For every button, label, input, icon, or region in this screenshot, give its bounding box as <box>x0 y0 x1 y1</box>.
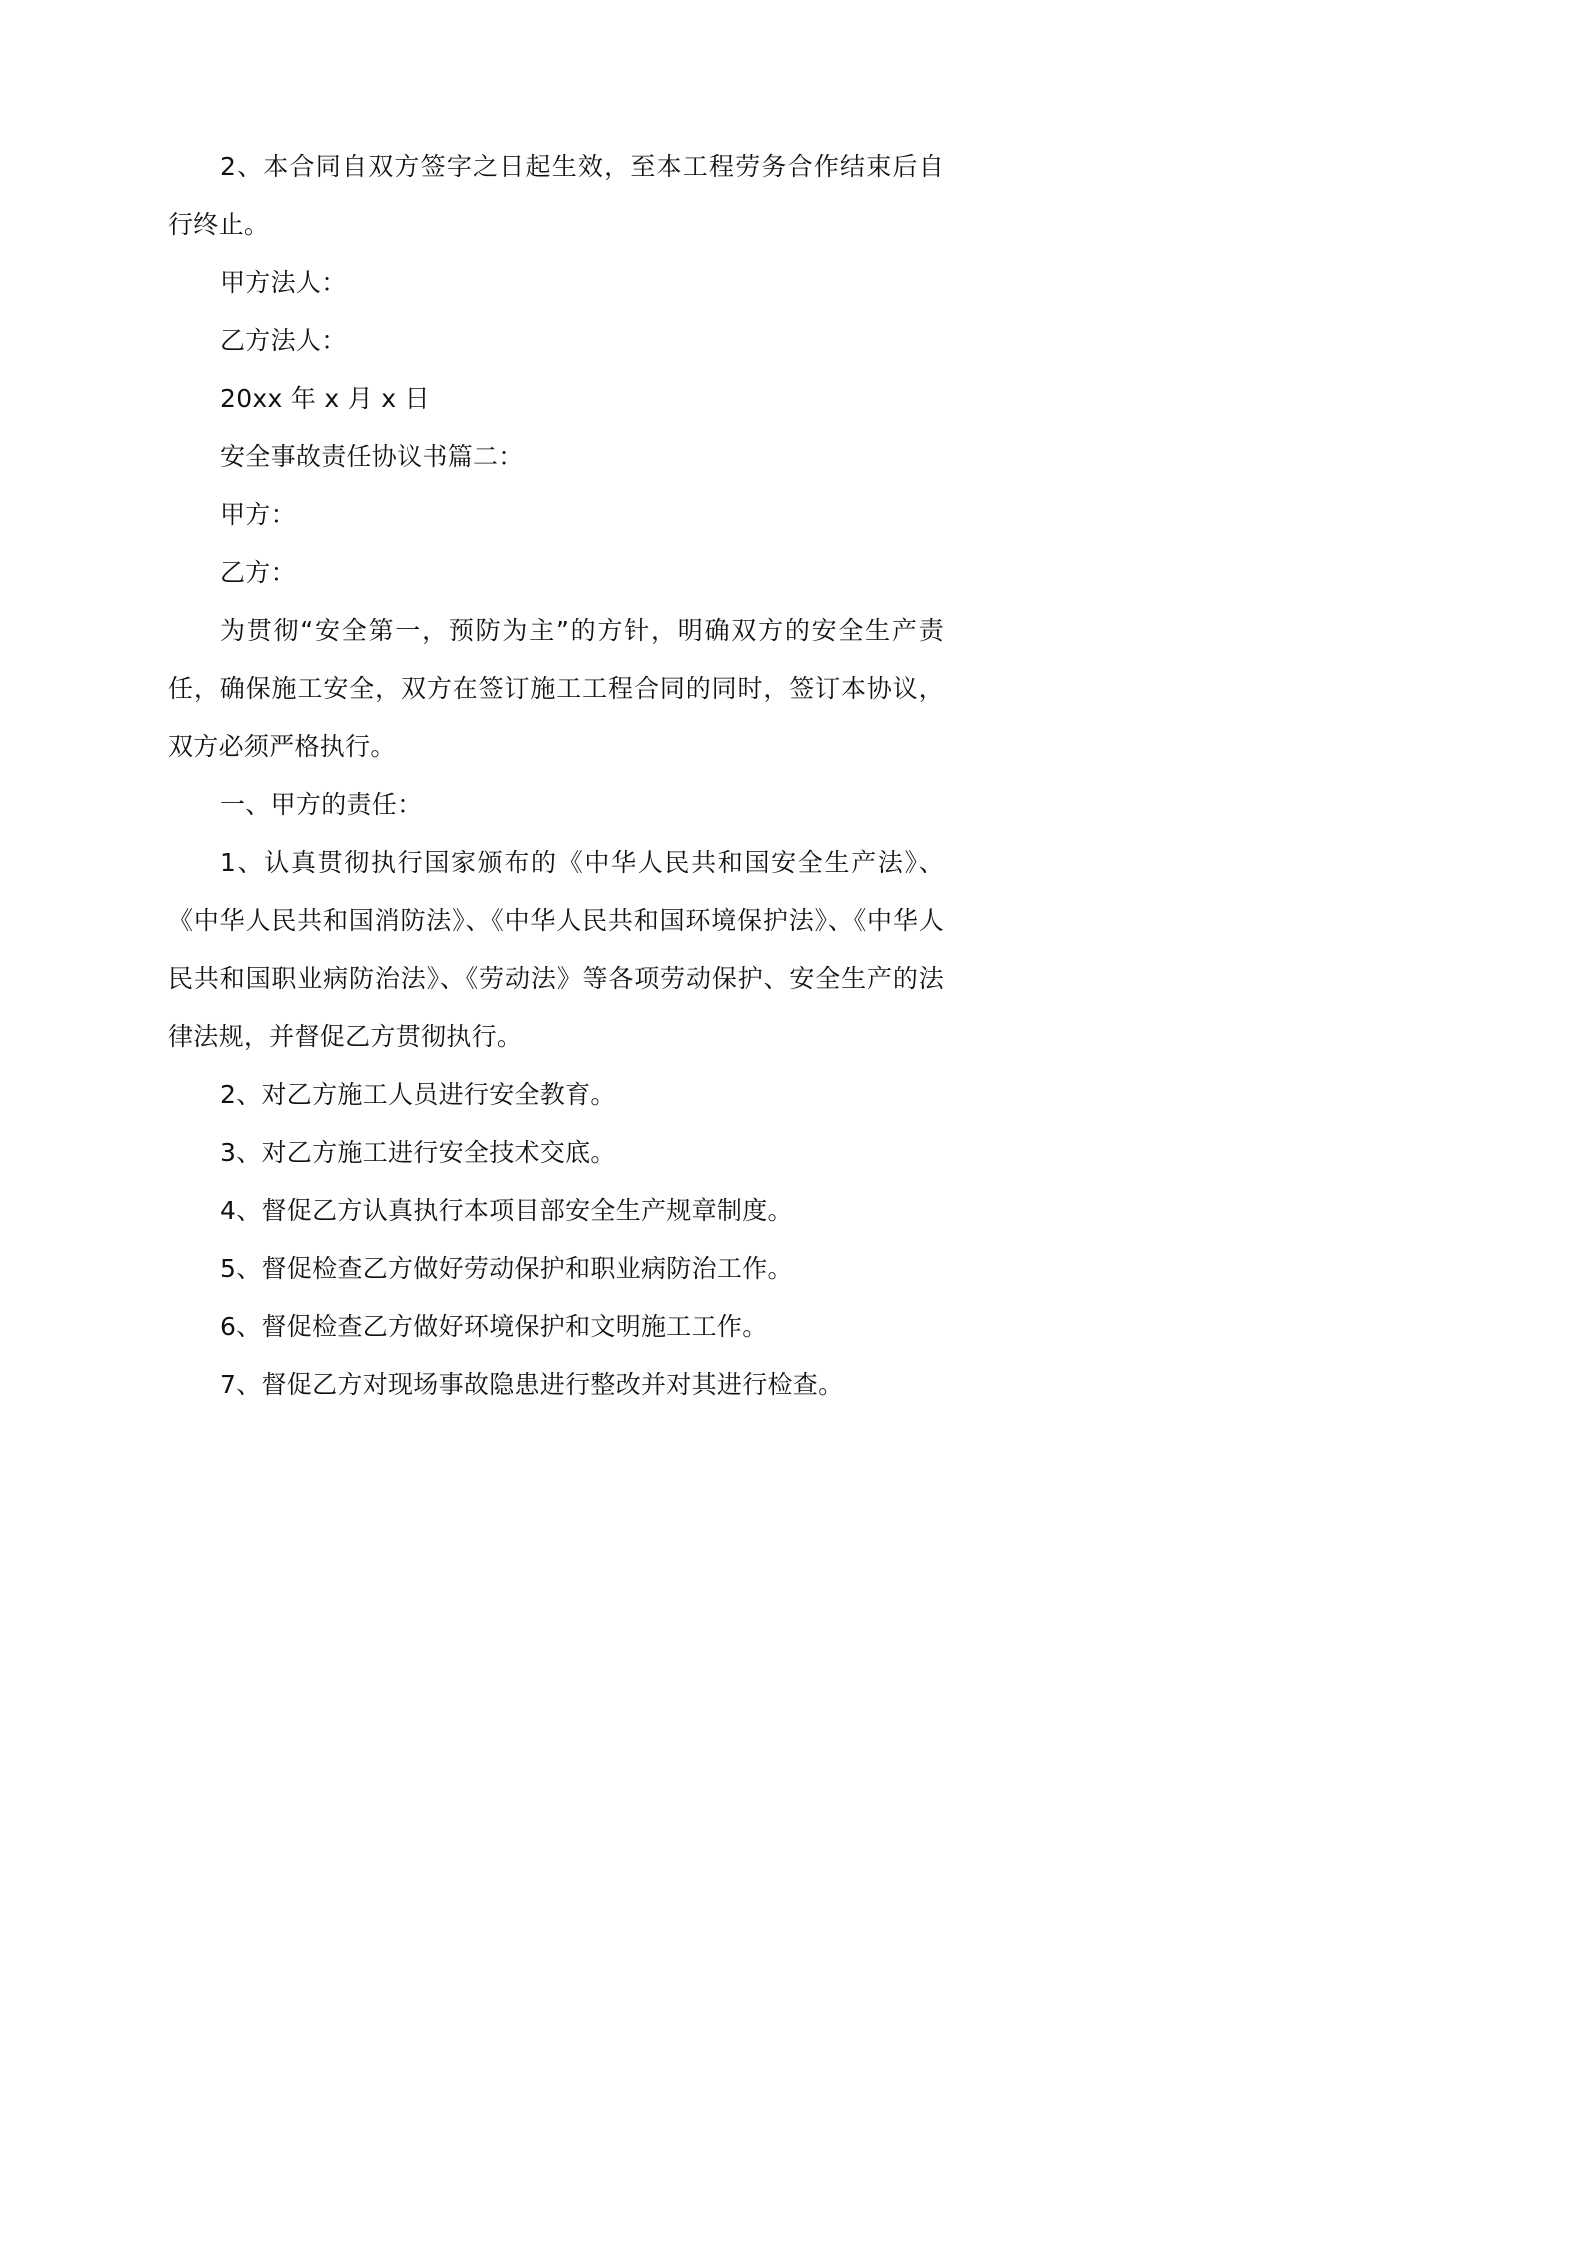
party-a-legal-rep-label: 甲方法人： <box>220 268 347 297</box>
party-a-responsibilities-heading: 一、甲方的责任： <box>220 790 423 819</box>
responsibility-item-1: 1、认真贯彻执行国家颁布的《中华人民共和国安全生产法》、《中华人民共和国消防法》、《中华人民共和国环境保护法》、《中华人民共和国职业病防治法》、《劳动法》等各项劳动保护、安全生产的法律法规，并督促乙方贯彻执行。 <box>168 848 944 1051</box>
document-page <box>0 0 1100 1556</box>
party-a-label: 甲方： <box>220 500 296 529</box>
preamble-paragraph: 为贯彻“安全第一，预防为主”的方针，明确双方的安全生产责任，确保施工安全，双方在签订施工工程合同的同时，签订本协议，双方必须严格执行。 <box>168 616 944 761</box>
responsibility-item-2: 2、对乙方施工人员进行安全教育。 <box>220 1080 616 1109</box>
responsibility-item-6: 6、督促检查乙方做好环境保护和文明施工工作。 <box>220 1312 768 1341</box>
responsibility-item-5: 5、督促检查乙方做好劳动保护和职业病防治工作。 <box>220 1254 793 1283</box>
party-b-legal-rep-label: 乙方法人： <box>220 326 347 355</box>
signing-date: 20xx 年 x 月 x 日 <box>220 384 430 413</box>
party-b-label: 乙方： <box>220 558 296 587</box>
responsibility-item-3: 3、对乙方施工进行安全技术交底。 <box>220 1138 616 1167</box>
document-body <box>168 138 944 1414</box>
section-heading: 安全事故责任协议书篇二： <box>220 442 524 471</box>
responsibility-item-7: 7、督促乙方对现场事故隐患进行整改并对其进行检查。 <box>220 1370 844 1399</box>
clause-effective-date: 2、本合同自双方签字之日起生效，至本工程劳务合作结束后自行终止。 <box>168 152 944 239</box>
responsibility-item-4: 4、督促乙方认真执行本项目部安全生产规章制度。 <box>220 1196 793 1225</box>
